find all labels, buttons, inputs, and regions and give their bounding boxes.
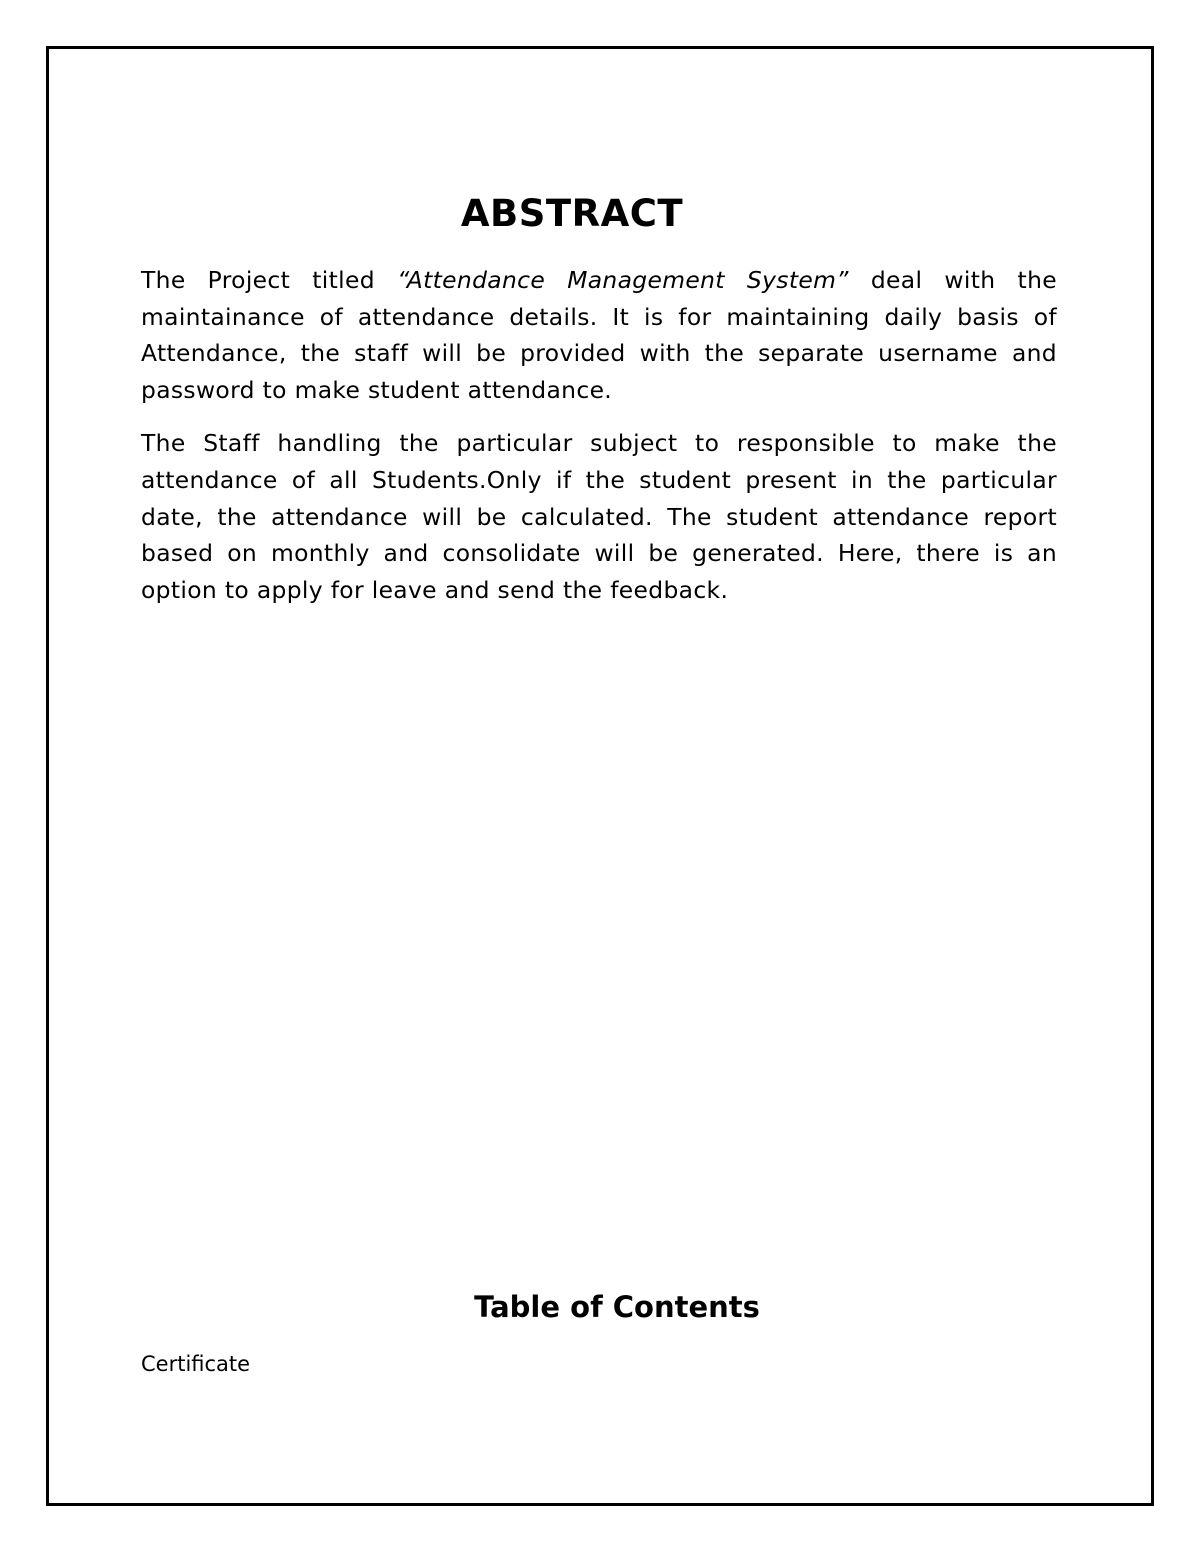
project-name-text: Attendance Management System xyxy=(406,266,837,294)
paragraph-1-intro: The Project titled xyxy=(141,266,398,294)
paragraph-1-rest: deal with the maintainance of attendance details. It is for maintaining daily basis of Attendance, the staff will be provided with the separate username and password to make student attendance. xyxy=(141,266,1057,404)
abstract-paragraph-1 xyxy=(141,262,1057,408)
abstract-paragraph-2: The Staff handling the particular subject to responsible to make the attendance of all Students.Only if the student present in the particular date, the attendance will be calculated. The student attendance report based on monthly and consolidate will be generated. Here, there is an option to apply for leave and send the feedback. xyxy=(141,429,1057,604)
quote-open: “ xyxy=(397,266,407,294)
project-name xyxy=(397,266,849,294)
abstract-body xyxy=(141,262,1057,625)
abstract-heading: ABSTRACT xyxy=(460,192,684,235)
toc-item-certificate: Certificate xyxy=(141,1352,251,1376)
quote-close: ” xyxy=(836,266,849,294)
toc-heading: Table of Contents xyxy=(474,1290,760,1324)
